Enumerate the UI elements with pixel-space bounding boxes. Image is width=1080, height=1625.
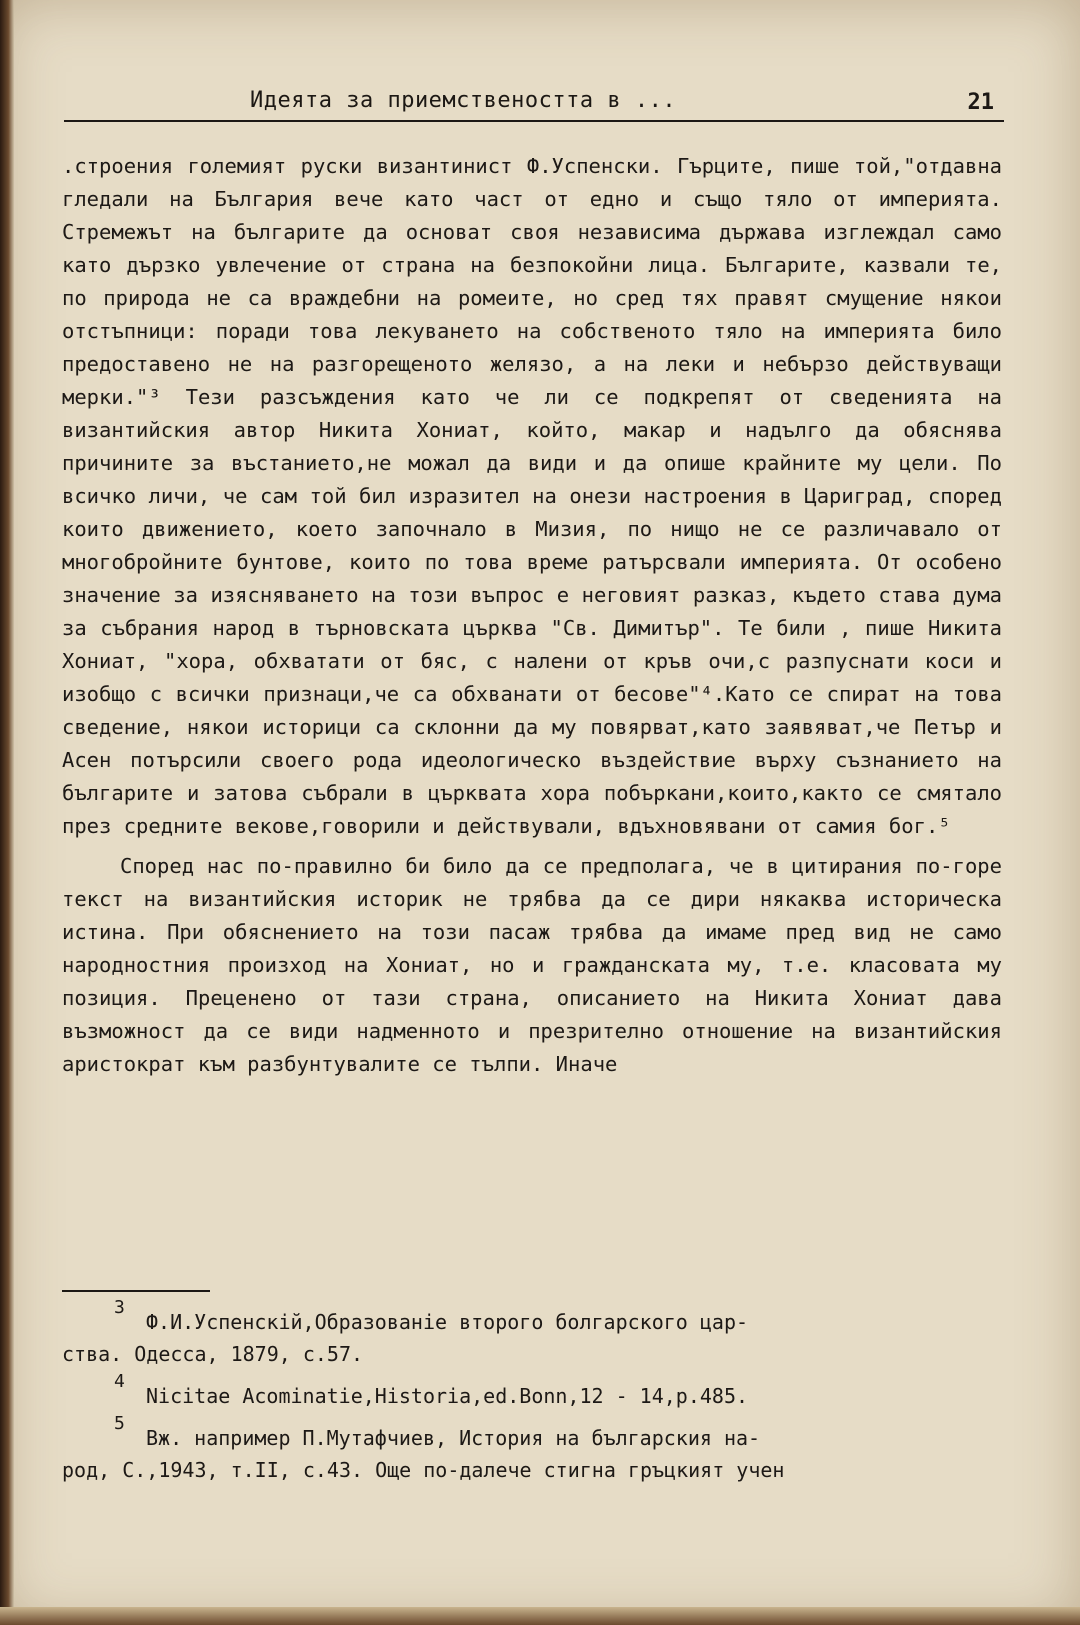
book-spine-edge <box>0 0 14 1625</box>
header-rule <box>64 120 1004 122</box>
page-number: 21 <box>967 90 994 115</box>
running-header <box>64 88 1004 124</box>
footnote-4 <box>62 1371 992 1412</box>
footnote-mark: 3 <box>114 1297 125 1318</box>
footnote-text-cont: род, С.,1943, т.II, с.43. Още по-далече стигна гръцкият учен <box>62 1458 785 1482</box>
footnote-mark: 4 <box>114 1371 125 1392</box>
footnote-text: Ф.И.Успенскiй,Образованiе второго болгарского цар- <box>146 1310 749 1334</box>
paragraph-1: .строения големият руски византинист Ф.Успенски. Гърците, пише той,"отдавна гледали на България вече като част от едно и също тяло от империята. Стремежът на българите да основат своя независима държава изглеждал само като дързко увлечение от страна на безпокойни лица. Българите, казвали те, по природа не са враждебни на ромеите, но сред тях правят смущение някои отстъпници: поради това лекуването на собственото тяло на империята било предоставено не на разгорещеното желязо, а на леки и небързо действуващи мерки."³ Тези разсъждения като че ли се подкрепят от сведенията на византийския автор Никита Хониат, който, макар и надълго да обяснява причините за въстанието,не можал да види и да опише крайните му цели. По всичко личи, че сам той бил изразител на онези настроения в Цариград, според които движението, което започнало в Мизия, по нищо не се различавало от многобройните бунтове, които по това време ратърсвали империята. От особено значение за изясняването на този въпрос е неговият разказ, където става дума за събрания народ в търновската църква "Св. Димитър". Те били , пише Никита Хониат, "хора, обхватати от бяс, с налени от кръв очи,с разпуснати коси и изобщо с всички признаци,че са обхванати от бесове"⁴.Като се спират на това сведение, някои историци са склонни да му повярват,като заявяват,че Петър и Асен потърсили своего рода идеологическо въздействие върху съзнанието на българите и затова събрали в църквата хора побъркани,които,както се смятало през средните векове,говорили и действували, вдъхновявани от самия бог.⁵ <box>62 154 1002 838</box>
footnote-rule <box>62 1290 210 1292</box>
footnote-text: Nicitae Acominatie,Historia,ed.Bonn,12 - 14,p.485. <box>146 1384 749 1408</box>
running-header-title: Идеята за приемствеността в ... <box>250 88 677 113</box>
footnote-3 <box>62 1297 992 1370</box>
footnote-text: Вж. например П.Мутафчиев, История на българския на- <box>146 1426 761 1450</box>
footnote-mark: 5 <box>114 1413 125 1434</box>
page-bottom-edge <box>0 1607 1080 1625</box>
footnotes <box>62 1297 992 1496</box>
footnote-5 <box>62 1413 992 1486</box>
footnote-text-cont: ства. Одесса, 1879, с.57. <box>62 1342 364 1366</box>
paragraph-2: Според нас по-правилно би било да се предполага, че в цитирания по-горе текст на византийския историк не трябва да се дири някаква историческа истина. При обяснението на този пасаж трябва да имаме пред вид не само народностния произход на Хониат, но и гражданската му, т.е. класовата му позиция. Преценено от тази страна, описанието на Никита Хониат дава възможност да се види надменното и презрително отношение на византийския аристократ към разбунтувалите се тълпи. Иначе <box>62 854 1002 1076</box>
body-text <box>62 150 1002 1081</box>
